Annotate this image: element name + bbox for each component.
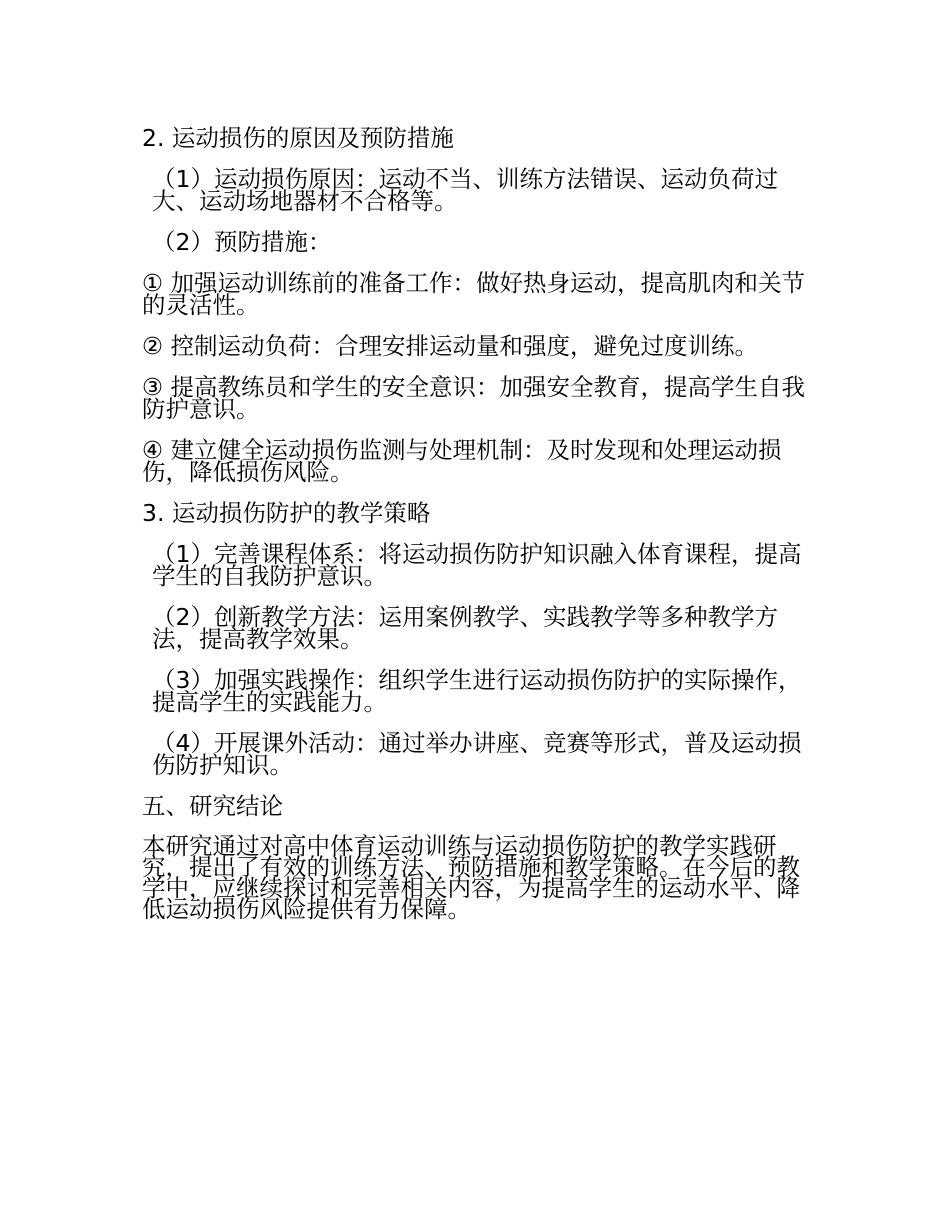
list-item-warmup: ① 加强运动训练前的准备工作：做好热身运动，提高肌肉和关节的灵活性。 [142,269,806,319]
paragraph-practice: （3）加强实践操作：组织学生进行运动损伤防护的实际操作，提高学生的实践能力。 [152,666,802,716]
list-item-monitoring: ④ 建立健全运动损伤监测与处理机制：及时发现和处理运动损伤，降低损伤风险。 [142,436,782,486]
paragraph-extracurricular: （4）开展课外活动：通过举办讲座、竞赛等形式，普及运动损伤防护知识。 [152,729,802,779]
document-page [142,124,814,939]
paragraph-injury-causes: （1）运动损伤原因：运动不当、训练方法错误、运动负荷过大、运动场地器材不合格等。 [152,165,778,215]
list-item-safety-awareness: ③ 提高教练员和学生的安全意识：加强安全教育，提高学生自我防护意识。 [142,373,806,423]
list-item-load-control: ② 控制运动负荷：合理安排运动量和强度，避免过度训练。 [142,332,759,360]
section-heading-teaching-strategy: 3. 运动损伤防护的教学策略 [142,499,431,527]
paragraph-curriculum: （1）完善课程体系：将运动损伤防护知识融入体育课程，提高学生的自我防护意识。 [152,540,802,590]
section-heading-injury-causes: 2. 运动损伤的原因及预防措施 [142,124,454,152]
section-heading-conclusion: 五、研究结论 [142,792,283,820]
paragraph-teaching-methods: （2）创新教学方法：运用案例教学、实践教学等多种教学方法，提高教学效果。 [152,603,778,653]
paragraph-conclusion: 本研究通过对高中体育运动训练与运动损伤防护的教学实践研究，提出了有效的训练方法、预防措施和教学策略。在今后的教学中，应继续探讨和完善相关内容，为提高学生的运动水平、降低运动损伤风险提供有力保障。 [142,832,800,923]
paragraph-prevention-label: （2）预防措施： [152,228,332,256]
